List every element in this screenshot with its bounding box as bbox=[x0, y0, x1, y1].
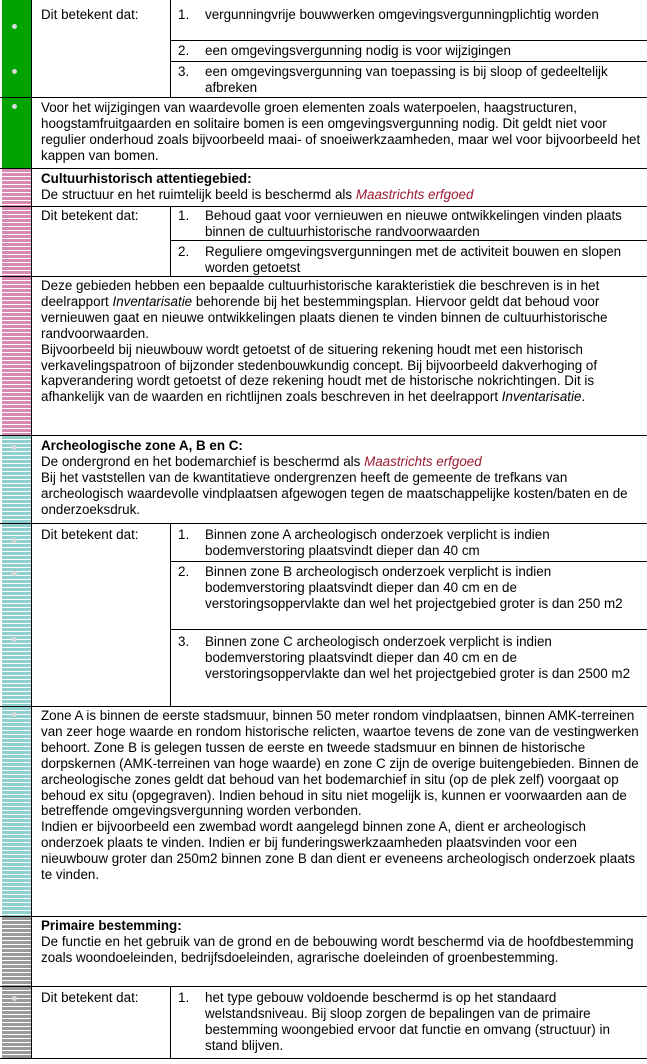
archeo-text-row bbox=[0, 707, 647, 917]
item-text: Binnen zone B archeologisch onderzoek verplicht is indien bodemverstoring plaatsvindt dieper dan 40 cm en de verstoringsoppervlakte dan wel het projectgebied groter is dan 250 m2 bbox=[205, 564, 623, 611]
list-item bbox=[170, 41, 647, 62]
bullet-dot-icon bbox=[12, 69, 17, 74]
list-item bbox=[170, 207, 647, 241]
item-text: een omgevingsvergunning nodig is voor wijzigingen bbox=[205, 43, 511, 58]
inventarisatie-term: Inventarisatie bbox=[112, 293, 193, 309]
maastrichts-erfgoed-term: Maastrichts erfgoed bbox=[364, 453, 482, 469]
primair-list-row bbox=[0, 987, 647, 1059]
list-item bbox=[170, 562, 647, 630]
item-number: 1. bbox=[178, 990, 190, 1005]
green-text-row bbox=[0, 98, 647, 169]
teal-color-band bbox=[2, 524, 32, 706]
bullet-dot-icon bbox=[12, 637, 17, 642]
inventarisatie-term: Inventarisatie bbox=[501, 389, 582, 405]
bullet-dot-icon bbox=[12, 445, 17, 450]
item-text: een omgevingsvergunning van toepassing is bij sloop of gedeeltelijk afbreken bbox=[205, 64, 608, 95]
section-intro: De structuur en het ruimtelijk beeld is beschermd als Maastrichts erfgoed bbox=[41, 186, 474, 202]
section-title: Primaire bestemming: bbox=[41, 918, 182, 933]
pink-color-band bbox=[2, 277, 32, 435]
list-item bbox=[170, 62, 647, 98]
item-number: 1. bbox=[178, 527, 190, 542]
list-item bbox=[170, 630, 647, 707]
bullet-dot-icon bbox=[12, 24, 17, 29]
body-paragraph: Deze gebieden hebben een bepaalde cultuurhistorische karakteristiek die beschreven is in het deelrapport Inventarisatie behorende bij het bestemmingsplan. Hiervoor geldt dat behoud voor vernieuwen gaat en nieuwe ontwikkelingen plaats dienen te vinden binnen de cultuurhistorische randvoorwaarden. bbox=[41, 278, 608, 341]
pink-color-band bbox=[2, 207, 32, 276]
row-label: Dit betekent dat: bbox=[41, 990, 139, 1005]
row-label: Dit betekent dat: bbox=[41, 527, 139, 542]
item-number: 1. bbox=[178, 7, 190, 22]
section-title: Cultuurhistorisch attentiegebied: bbox=[41, 171, 252, 186]
item-number: 3. bbox=[178, 64, 190, 79]
archeo-header-row bbox=[0, 436, 647, 524]
teal-color-band bbox=[2, 436, 32, 523]
gray-color-band bbox=[2, 987, 32, 1058]
section-intro: De functie en het gebruik van de grond en de bebouwing wordt beschermd via de hoofdbestemming zoals woondoeleinden, bedrijfsdoeleinden, agrarische doeleinden of groenbestemming. bbox=[41, 933, 634, 965]
body-paragraph: Voor het wijzigingen van waardevolle groen elementen zoals waterpoelen, haagstructuren, hoogstamfruitgaarden en solitaire bomen is een omgevingsvergunning nodig. Dit geldt niet voor regulier onderhoud zoals bijvoorbeeld maai- of snoeiwerkzaamheden, maar wel voor bijvoorbeeld het kappen van bomen. bbox=[41, 100, 641, 163]
item-text: het type gebouw voldoende beschermd is op het standaard welstandsniveau. Bij sloop zorgen de bepalingen van de primaire bestemming woongebied ervoor dat functie en omvang (structuur) in stand blijven. bbox=[205, 990, 610, 1053]
bullet-dot-icon bbox=[12, 538, 17, 543]
cultuur-header-row bbox=[0, 169, 647, 207]
bullet-dot-icon bbox=[12, 104, 17, 109]
list-item bbox=[170, 0, 647, 41]
maastrichts-erfgoed-term: Maastrichts erfgoed bbox=[355, 186, 474, 202]
primair-header-row bbox=[0, 917, 647, 987]
row-label: Dit betekent dat: bbox=[41, 208, 139, 223]
list-item bbox=[170, 241, 647, 277]
bullet-dot-icon bbox=[12, 571, 17, 576]
teal-color-band bbox=[2, 707, 32, 916]
item-text: Reguliere omgevingsvergunningen met de activiteit bouwen en slopen worden getoetst bbox=[205, 244, 622, 275]
item-number: 2. bbox=[178, 564, 190, 579]
cultuur-text-row bbox=[0, 277, 647, 436]
bullet-dot-icon bbox=[12, 712, 17, 717]
item-text: vergunningvrije bouwwerken omgevingsvergunningplichtig worden bbox=[205, 7, 599, 22]
green-list-row bbox=[0, 0, 647, 98]
gray-color-band bbox=[2, 917, 32, 986]
list-item bbox=[170, 987, 647, 1059]
item-number: 2. bbox=[178, 43, 190, 58]
cultuur-list-row bbox=[0, 207, 647, 277]
body-paragraph: Bij het vaststellen van de kwantitatieve ondergrenzen heeft de gemeente de trefkans van archeologisch waardevolle vindplaatsen afgewogen tegen de maatschappelijke kosten/baten en de onderzoeksdruk. bbox=[41, 469, 628, 517]
pink-color-band bbox=[2, 169, 32, 206]
item-text: Behoud gaat voor vernieuwen en nieuwe ontwikkelingen vinden plaats binnen de cultuurhistorische randvoorwaarden bbox=[205, 208, 622, 239]
body-paragraph: Indien er bijvoorbeeld een zwembad wordt aangelegd binnen zone A, dient er archeologisch onderzoek plaats te vinden. Indien er bij funderingswerkzaamheden plaatsvinden voor een nieuwbouw groter dan 250m2 binnen zone B dan dient er eveneens archeologisch onderzoek plaats te vinden. bbox=[41, 819, 636, 883]
section-intro: De ondergrond en het bodemarchief is beschermd als Maastrichts erfgoed bbox=[41, 453, 482, 469]
bullet-dot-icon bbox=[12, 996, 17, 1001]
row-label: Dit betekent dat: bbox=[41, 7, 139, 22]
item-number: 3. bbox=[178, 634, 190, 649]
list-item bbox=[170, 524, 647, 562]
item-number: 1. bbox=[178, 208, 190, 223]
archeo-list-row bbox=[0, 524, 647, 707]
section-title: Archeologische zone A, B en C: bbox=[41, 438, 243, 453]
green-color-band bbox=[2, 0, 32, 97]
body-paragraph: Zone A is binnen de eerste stadsmuur, binnen 50 meter rondom vindplaatsen, binnen AMK-terreinen van zeer hoge waarde en rondom historische relicten, waartoe tevens de zone van de vestingwerken behoort. Zone B is gelegen tussen de eerste en tweede stadsmuur en binnen de historische dorpskernen (AMK-terreinen van hoge waarde) en zone C zijn de overige buitengebieden. Binnen de archeologische zones geldt dat behoud van het bodemarchief in situ (op de plek zelf) voorgaat op behoud ex situ (opgegraven). Indien behoud in situ niet mogelijk is, kunnen er voorwaarden aan de betreffende omgevingsvergunning worden verbonden. bbox=[41, 708, 639, 819]
item-number: 2. bbox=[178, 244, 190, 259]
item-text: Binnen zone A archeologisch onderzoek verplicht is indien bodemverstoring plaatsvindt dieper dan 40 cm bbox=[205, 527, 550, 558]
item-text: Binnen zone C archeologisch onderzoek verplicht is indien bodemverstoring plaatsvindt dieper dan 40 cm en de verstoringsoppervlakte dan wel het projectgebied groter is dan 2500 m2 bbox=[205, 634, 631, 681]
body-paragraph: Bijvoorbeeld bij nieuwbouw wordt getoetst of de situering rekening houdt met een historisch verkavelingspatroon of bijzonder stedenbouwkundig concept. Bij bijvoorbeeld dakverhoging of kapverandering wordt getoetst of deze rekening houdt met de historische nokrichtingen. Dit is afhankelijk van de waarden en richtlijnen zoals beschreven in het deelrapport Inventarisatie. bbox=[41, 341, 598, 405]
green-color-band bbox=[2, 98, 32, 168]
